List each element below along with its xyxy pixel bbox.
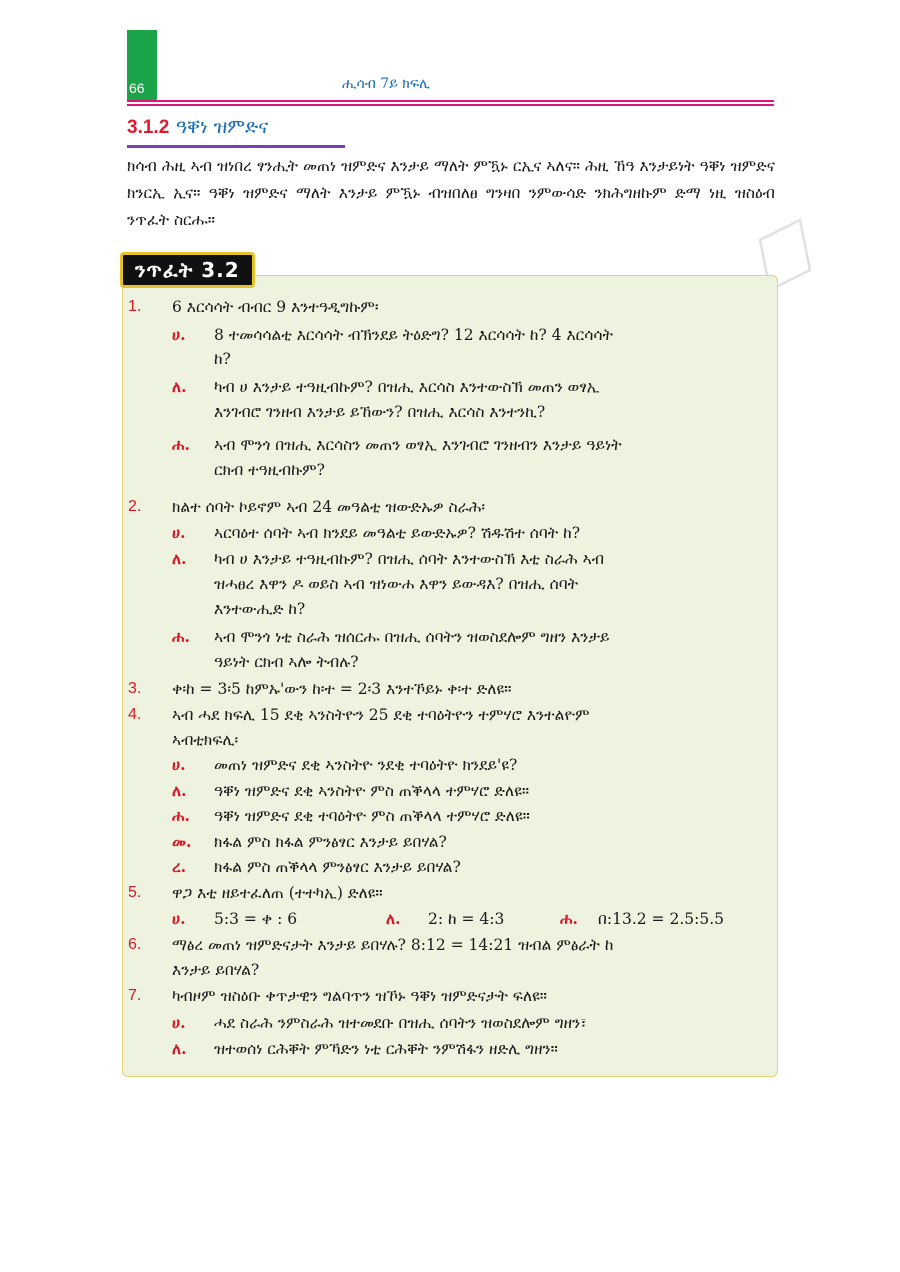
question-number: 4. [128,706,142,723]
subitem-text: ርክብ ተዓዚብኩም? [214,461,325,479]
subitem-label: ሀ. [172,909,186,928]
subitem-text: ዓቐነ ዝምድና ደቂ ተባዕትዮ ምስ ጠቕላላ ተምሃሮ ድለዩ። [214,807,530,825]
subitem-label: ሀ. [172,523,186,542]
question-text: 6 እርሳሳት ብብር 9 እንተዓዲግኩም፡ [172,298,379,316]
section-title: ዓቐነ ዝምድና [175,116,269,138]
question-text: ክልተ ሰባት ኮይኖም ኣብ 24 መዓልቲ ዝውድኡዎ ስራሕ፡ [172,498,486,516]
subitem-text: እንተውሒድ ከ? [214,600,306,618]
subitem-text: ኣብ ሞንጎ ነቲ ስራሕ ዝሰርሑ በዝሒ ሰባትን ዝወስደሎም ግዘን እንታይ [214,628,610,646]
section-heading [127,116,268,139]
subitem-text: ክፋል ምስ ጠቕላላ ምንፅፃር እንታይ ይበሃል? [214,858,461,876]
subitem-label: ሐ. [560,909,578,928]
activity-label: ንጥፈት 3.2 [120,252,255,288]
subitem-text: ካብ ሀ እንታይ ተዓዚብኩም? በዝሒ ሰባት እንተውስኽ እቲ ስራሕ ኣብ [214,550,605,568]
subitem-text: እንገብሮ ገንዘብ እንታይ ይኸውን? በዝሒ እርሳስ እንተንኪ? [214,403,546,421]
header-rule-second [127,104,774,106]
question-text: ዋጋ እቲ ዘይተፈለጠ (ተተካኢ) ድለዩ። [172,884,383,902]
question-text: ማፅረ መጠነ ዝምድናታት እንታይ ይበሃሉ? 8:12 = 14:21 ዝብል ምፅራት ከ [172,936,614,954]
subitem-label: ለ. [386,909,401,928]
question-text: ቀ፡ከ = 3፡5 ከምኡ'ውን ከ፡ተ = 2፡3 እንተኾይኑ ቀ፡ተ ድለዩ። [172,680,512,698]
subitem-text: ክፋል ምስ ክፋል ምንፅፃር እንታይ ይበሃል? [214,833,447,851]
subitem-label: መ. [172,832,192,851]
subitem-label: ሀ. [172,1013,186,1032]
subitem-text: ኣርባዕተ ሰባት ኣብ ክንደይ መዓልቲ ይውድኡዎ? ሽዱሽተ ሰባት ከ? [214,524,581,542]
section-number: 3.1.2 [127,117,170,138]
subitem-label: ለ. [172,549,187,568]
subitem-text: 8 ተመሳሳልቲ እርሳሳት ብኽንደይ ትዕድግ? 12 እርሳሳት ከ? 4 እርሳሳት [214,326,613,344]
question-text: ኣብ ሓደ ክፍሊ 15 ደቂ ኣንስትዮን 25 ደቂ ተባዕትዮን ተምሃሮ እንተልዮም [172,706,590,724]
subitem-text: ዓይነት ርክብ ኣሎ ትብሉ? [214,653,359,671]
subitem-label: ሐ. [172,435,190,454]
subitem-text: ሓደ ስራሕ ንምስራሕ ዝተመደቡ በዝሒ ሰባትን ዝወስደሎም ግዘን፣ [214,1014,587,1032]
subitem-text: ከ? [214,350,231,368]
subitem-text: መጠነ ዝምድና ደቂ ኣንስትዮ ንደቂ ተባዕትዮ ክንደይ'ዩ? [214,756,518,774]
question-number: 6. [128,936,142,953]
subitem-label: ሐ. [172,627,190,646]
subitem-text: ኣብ ሞንጎ በዝሒ እርሳስን መጠን ወፃኢ እንገብሮ ገንዘብን እንታይ ዓይነት [214,436,622,454]
question-number: 7. [128,987,142,1004]
subitem-label: ሐ. [172,806,190,825]
subitem-label: ሀ. [172,755,186,774]
subitem-text: 5:3 = ቀ : 6 [214,910,298,928]
subitem-label: ለ. [172,377,187,396]
question-number: 3. [128,680,142,697]
subitem-text: ካብ ሀ እንታይ ተዓዚብኩም? በዝሒ እርሳስ እንተውስኽ መጠን ወፃኢ [214,378,600,396]
subitem-text: 2: ከ = 4:3 [428,910,505,928]
subitem-label: ሀ. [172,325,186,344]
running-title: ሒሳብ 7ይ ክፍሊ [342,76,430,92]
subitem-text: ዝተወሰነ ርሕቐት ምኻድን ነቲ ርሕቐት ንምሽፋን ዘድሊ ግዘን። [214,1040,558,1058]
question-text: ካብዞም ዝስዕቡ ቀጥታዊን ግልባጥን ዝኾኑ ዓቐነ ዝምድናታት ፍለዩ። [172,987,548,1005]
section-underline [127,145,345,148]
subitem-text: በ:13.2 = 2.5:5.5 [598,910,724,928]
intro-paragraph: ክሳብ ሕዚ ኣብ ዝነበረ ፃንሒት መጠነ ዝምድና እንታይ ማለት ምዃኑ ርኢና ኣለና። ሕዚ ኸዓ እንታይነት ዓቐነ ዝምድና ክንርኢ ኢና። ዓቐነ ዝምድና ማለት እንታይ ምዃኑ ብዝበለፀ ግንዛበ ንምውሳድ ንክሕግዘኩም ድማ ነዚ ዝስዕብ ንጥፈት ስርሑ። [127,157,775,229]
subitem-text: ዓቐነ ዝምድና ደቂ ኣንስትዮ ምስ ጠቕላላ ተምሃሮ ድለዩ። [214,782,530,800]
subitem-label: ለ. [172,781,187,800]
question-number: 2. [128,498,142,515]
subitem-label: ለ. [172,1039,187,1058]
question-number: 5. [128,884,142,901]
question-text: እንታይ ይበሃል? [172,961,260,979]
subitem-text: ዝሓፀረ እዋን ዶ ወይስ ኣብ ዝነውሐ እዋን ይውዳእ? በዝሒ ሰባት [214,575,579,593]
page-number: 66 [129,80,145,96]
header-rule [127,100,774,102]
question-number: 1. [128,298,142,315]
question-text: ኣብቲክፍሊ፡ [172,731,239,749]
subitem-label: ረ. [172,857,187,876]
